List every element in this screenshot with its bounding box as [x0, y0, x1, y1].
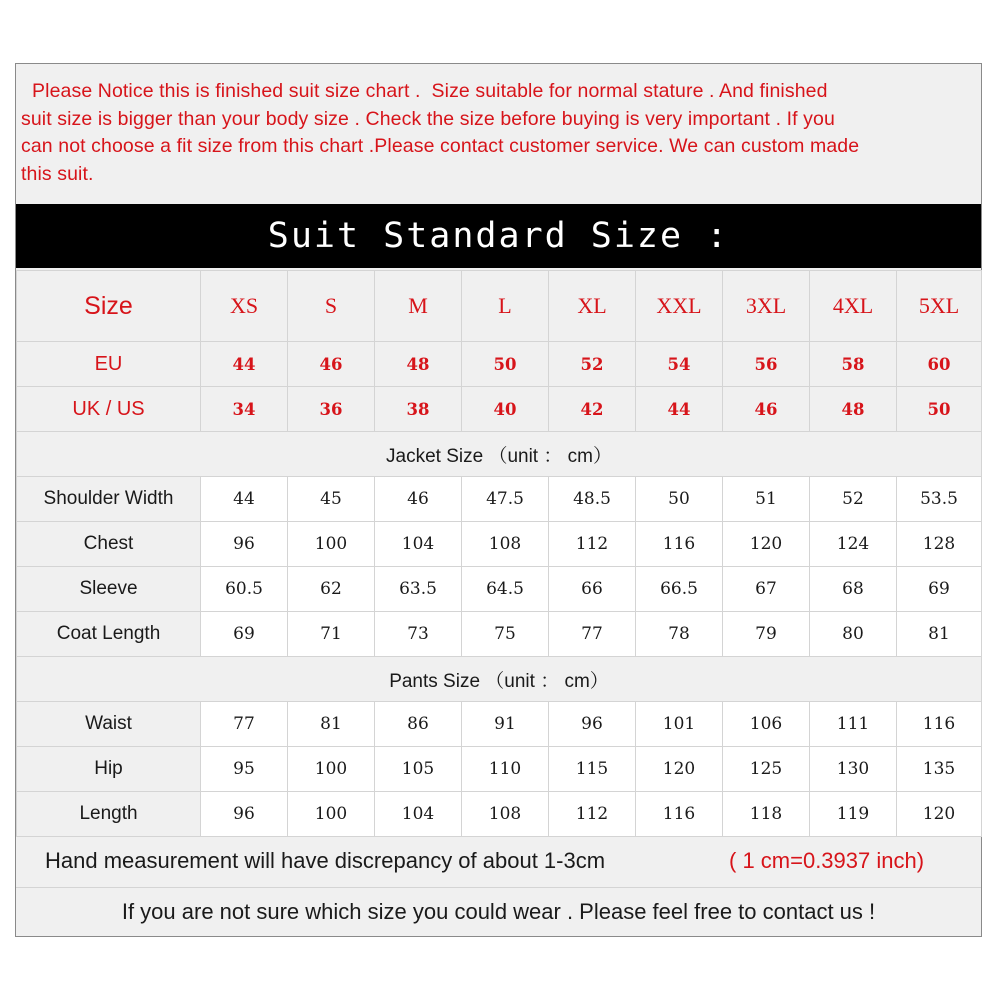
measurement-cell: 45	[288, 477, 375, 522]
measurement-cell: 111	[810, 702, 897, 747]
measurement-label: Length	[17, 792, 201, 837]
eu-label: EU	[17, 342, 201, 387]
chart-title-banner: Suit Standard Size :	[16, 204, 981, 268]
eu-size-cell: 52	[549, 342, 636, 387]
measurement-cell: 116	[897, 702, 982, 747]
measurement-cell: 135	[897, 747, 982, 792]
pants-section-row	[17, 657, 982, 702]
measurement-cell: 62	[288, 567, 375, 612]
eu-size-cell: 48	[375, 342, 462, 387]
ukus-size-cell: 36	[288, 387, 375, 432]
measurement-cell: 63.5	[375, 567, 462, 612]
size-header-cell: 5XL	[897, 271, 982, 342]
measurement-cell: 110	[462, 747, 549, 792]
ukus-size-cell: 50	[897, 387, 982, 432]
size-header-cell: XL	[549, 271, 636, 342]
measurement-cell: 116	[636, 522, 723, 567]
measurement-cell: 95	[201, 747, 288, 792]
measurement-cell: 120	[636, 747, 723, 792]
size-header-cell: M	[375, 271, 462, 342]
jacket-section-header: Jacket Size （unit ： cm）	[17, 432, 982, 477]
measurement-label: Sleeve	[17, 567, 201, 612]
measurement-label: Waist	[17, 702, 201, 747]
measurement-label: Hip	[17, 747, 201, 792]
measurement-cell: 100	[288, 747, 375, 792]
eu-size-cell: 44	[201, 342, 288, 387]
measurement-cell: 77	[549, 612, 636, 657]
measurement-cell: 69	[897, 567, 982, 612]
measurement-cell: 100	[288, 792, 375, 837]
measurement-cell: 120	[723, 522, 810, 567]
measurement-note-row	[16, 836, 981, 887]
measurement-cell: 60.5	[201, 567, 288, 612]
size-chart-panel	[15, 63, 982, 937]
measurement-cell: 128	[897, 522, 982, 567]
notice-line: can not choose a fit size from this chart .Please contact customer service. We can custom made	[21, 135, 860, 157]
measurement-cell: 101	[636, 702, 723, 747]
measurement-cell: 67	[723, 567, 810, 612]
measurement-cell: 124	[810, 522, 897, 567]
measurement-cell: 96	[201, 522, 288, 567]
measurement-cell: 52	[810, 477, 897, 522]
measurement-cell: 80	[810, 612, 897, 657]
measurement-note: Hand measurement will have discrepancy of about 1-3cm	[45, 848, 606, 873]
jacket-row	[17, 567, 982, 612]
measurement-cell: 66	[549, 567, 636, 612]
notice-text	[16, 64, 981, 202]
measurement-cell: 79	[723, 612, 810, 657]
measurement-cell: 112	[549, 792, 636, 837]
measurement-cell: 115	[549, 747, 636, 792]
measurement-cell: 100	[288, 522, 375, 567]
size-header-cell: 4XL	[810, 271, 897, 342]
measurement-cell: 68	[810, 567, 897, 612]
size-header-cell: XS	[201, 271, 288, 342]
jacket-section-row	[17, 432, 982, 477]
measurement-cell: 47.5	[462, 477, 549, 522]
ukus-size-cell: 42	[549, 387, 636, 432]
notice-line: Please Notice this is finished suit size chart . Size suitable for normal stature . And finished	[21, 80, 828, 102]
measurement-cell: 104	[375, 792, 462, 837]
contact-note: If you are not sure which size you could wear . Please feel free to contact us !	[121, 899, 876, 924]
notice-line: suit size is bigger than your body size . Check the size before buying is very important . If you	[21, 107, 835, 130]
jacket-row	[17, 477, 982, 522]
ukus-size-cell: 44	[636, 387, 723, 432]
measurement-cell: 96	[201, 792, 288, 837]
measurement-cell: 108	[462, 522, 549, 567]
measurement-cell: 50	[636, 477, 723, 522]
measurement-cell: 116	[636, 792, 723, 837]
jacket-row	[17, 522, 982, 567]
eu-size-cell: 50	[462, 342, 549, 387]
measurement-cell: 105	[375, 747, 462, 792]
measurement-cell: 108	[462, 792, 549, 837]
notice-line: this suit.	[21, 162, 94, 185]
measurement-cell: 96	[549, 702, 636, 747]
measurement-cell: 78	[636, 612, 723, 657]
ukus-size-cell: 46	[723, 387, 810, 432]
eu-size-cell: 60	[897, 342, 982, 387]
eu-size-cell: 58	[810, 342, 897, 387]
conversion-note: ( 1 cm=0.3937 inch)	[729, 848, 925, 873]
ukus-label: UK / US	[17, 387, 201, 432]
measurement-cell: 119	[810, 792, 897, 837]
jacket-row	[17, 612, 982, 657]
size-label: Size	[17, 271, 201, 342]
measurement-cell: 112	[549, 522, 636, 567]
pants-row	[17, 792, 982, 837]
eu-row	[17, 342, 982, 387]
eu-size-cell: 54	[636, 342, 723, 387]
size-header-cell: L	[462, 271, 549, 342]
measurement-cell: 130	[810, 747, 897, 792]
measurement-cell: 46	[375, 477, 462, 522]
measurement-cell: 104	[375, 522, 462, 567]
measurement-cell: 125	[723, 747, 810, 792]
contact-note-row	[16, 887, 981, 938]
measurement-cell: 69	[201, 612, 288, 657]
measurement-cell: 75	[462, 612, 549, 657]
ukus-size-cell: 48	[810, 387, 897, 432]
measurement-cell: 48.5	[549, 477, 636, 522]
ukus-row	[17, 387, 982, 432]
measurement-cell: 81	[897, 612, 982, 657]
measurement-cell: 120	[897, 792, 982, 837]
size-header-cell: XXL	[636, 271, 723, 342]
size-table	[16, 270, 982, 837]
measurement-cell: 64.5	[462, 567, 549, 612]
measurement-label: Chest	[17, 522, 201, 567]
measurement-cell: 71	[288, 612, 375, 657]
measurement-cell: 106	[723, 702, 810, 747]
size-header-cell: 3XL	[723, 271, 810, 342]
measurement-label: Shoulder Width	[17, 477, 201, 522]
measurement-cell: 53.5	[897, 477, 982, 522]
eu-size-cell: 46	[288, 342, 375, 387]
pants-row	[17, 747, 982, 792]
measurement-cell: 51	[723, 477, 810, 522]
size-header-cell: S	[288, 271, 375, 342]
measurement-cell: 86	[375, 702, 462, 747]
measurement-label: Coat Length	[17, 612, 201, 657]
measurement-cell: 73	[375, 612, 462, 657]
measurement-cell: 118	[723, 792, 810, 837]
pants-section-header: Pants Size （unit ： cm）	[17, 657, 982, 702]
size-row	[17, 271, 982, 342]
measurement-cell: 44	[201, 477, 288, 522]
ukus-size-cell: 38	[375, 387, 462, 432]
eu-size-cell: 56	[723, 342, 810, 387]
ukus-size-cell: 40	[462, 387, 549, 432]
measurement-cell: 91	[462, 702, 549, 747]
measurement-cell: 66.5	[636, 567, 723, 612]
measurement-cell: 81	[288, 702, 375, 747]
pants-row	[17, 702, 982, 747]
ukus-size-cell: 34	[201, 387, 288, 432]
measurement-cell: 77	[201, 702, 288, 747]
